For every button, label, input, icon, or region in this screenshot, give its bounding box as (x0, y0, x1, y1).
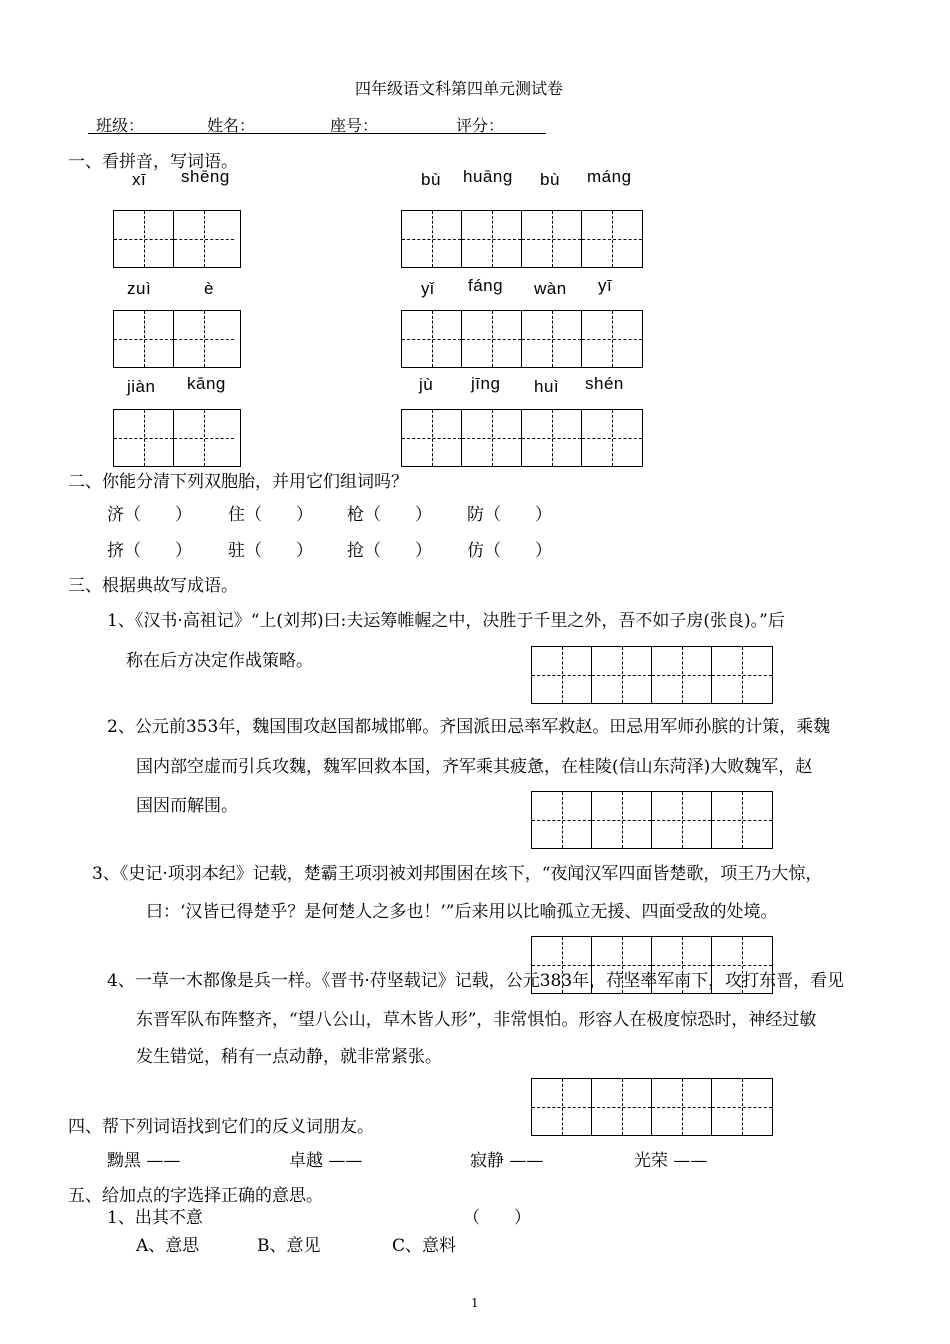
pinyin: huì (534, 377, 560, 396)
twin-char-item[interactable]: 防（ ） (467, 505, 552, 525)
answer-parentheses[interactable]: （ ） (463, 1208, 531, 1228)
option-b[interactable]: B、意见 (257, 1236, 321, 1256)
writing-grid[interactable] (401, 409, 643, 467)
pinyin: bù (540, 170, 560, 189)
antonym-item[interactable]: 黝黑 —— (107, 1151, 181, 1171)
twin-char-item[interactable]: 驻（ ） (228, 541, 313, 561)
name-label: 姓名： (207, 116, 256, 135)
question-text: 2、公元前353年，魏国围攻赵国都城邯郸。齐国派田忌率军救赵。田忌用军师孙膑的计策，乘魏 (107, 717, 831, 737)
page-number: 1 (471, 1296, 479, 1310)
pinyin: huāng (463, 167, 513, 186)
antonym-item[interactable]: 卓越 —— (289, 1151, 363, 1171)
class-label: 班级： (96, 116, 145, 135)
question-text: 曰：‘汉皆已得楚乎？是何楚人之多也！’”后来用以比喻孤立无援、四面受敌的处境。 (146, 902, 778, 922)
section2-heading: 二、你能分清下列双胞胎，并用它们组词吗？ (68, 472, 408, 492)
pinyin: jīng (471, 374, 501, 393)
pinyin: wàn (534, 279, 567, 298)
writing-grid[interactable] (401, 210, 643, 268)
section4-heading: 四、帮下列词语找到它们的反义词朋友。 (68, 1117, 374, 1137)
question-text: 称在后方决定作战策略。 (126, 651, 313, 671)
pinyin: kāng (187, 374, 226, 393)
twin-char-item[interactable]: 济（ ） (107, 505, 192, 525)
idiom-writing-grid[interactable] (531, 646, 773, 704)
pinyin: shén (585, 374, 624, 393)
pinyin: bù (421, 170, 441, 189)
pinyin: è (204, 279, 214, 298)
question-text: 4、一草一木都像是兵一样。《晋书·苻坚载记》记载，公元383年，苻坚率军南下，攻打东晋，看见 (107, 971, 845, 991)
twin-char-item[interactable]: 挤（ ） (107, 541, 192, 561)
question-text: 1、《汉书·高祖记》“上(刘邦)曰:夫运筹帷幄之中，决胜于千里之外，吾不如子房(张良)。”后 (107, 611, 785, 631)
page-title: 四年级语文科第四单元测试卷 (355, 79, 564, 98)
header-underline (88, 133, 546, 134)
writing-grid[interactable] (113, 310, 241, 368)
pinyin: xī (132, 170, 147, 189)
writing-grid[interactable] (401, 310, 643, 368)
idiom-writing-grid[interactable] (531, 791, 773, 849)
question-text: 东晋军队布阵整齐，“望八公山，草木皆人形”，非常惧怕。形容人在极度惊恐时，神经过敏 (136, 1010, 817, 1030)
pinyin: jiàn (127, 377, 156, 396)
pinyin: zuì (127, 279, 152, 298)
score-label: 评分： (456, 116, 505, 135)
seat-label: 座号： (330, 116, 379, 135)
twin-char-item[interactable]: 住（ ） (228, 505, 313, 525)
twin-char-item[interactable]: 仿（ ） (467, 541, 552, 561)
pinyin: jù (419, 375, 434, 394)
pinyin: shēng (181, 167, 230, 186)
antonym-item[interactable]: 寂静 —— (470, 1151, 544, 1171)
antonym-item[interactable]: 光荣 —— (634, 1151, 708, 1171)
section1-heading: 一、看拼音，写词语。 (68, 152, 238, 172)
question-text: 国内部空虚而引兵攻魏，魏军回救本国，齐军乘其疲惫，在桂陵(信山东菏泽)大败魏军，赵 (136, 757, 813, 777)
twin-char-item[interactable]: 枪（ ） (347, 505, 432, 525)
question-text: 国因而解围。 (136, 796, 238, 816)
section5-heading: 五、给加点的字选择正确的意思。 (68, 1186, 323, 1206)
pinyin: yī (598, 276, 613, 295)
question-text: 3、《史记·项羽本纪》记载，楚霸王项羽被刘邦围困在垓下，“夜闻汉军四面皆楚歌，项王乃大惊， (92, 864, 823, 884)
idiom-writing-grid[interactable] (531, 1078, 773, 1136)
writing-grid[interactable] (113, 409, 241, 467)
pinyin: yǐ (421, 279, 435, 298)
pinyin: máng (587, 167, 632, 186)
pinyin: fáng (468, 276, 504, 295)
question-text: 发生错觉，稍有一点动静，就非常紧张。 (136, 1047, 442, 1067)
writing-grid[interactable] (113, 210, 241, 268)
section3-heading: 三、根据典故写成语。 (68, 576, 238, 596)
option-a[interactable]: A、意思 (136, 1236, 200, 1256)
twin-char-item[interactable]: 抢（ ） (347, 541, 432, 561)
option-c[interactable]: C、意料 (392, 1236, 457, 1256)
question-text: 1、出其不意 (107, 1208, 203, 1228)
